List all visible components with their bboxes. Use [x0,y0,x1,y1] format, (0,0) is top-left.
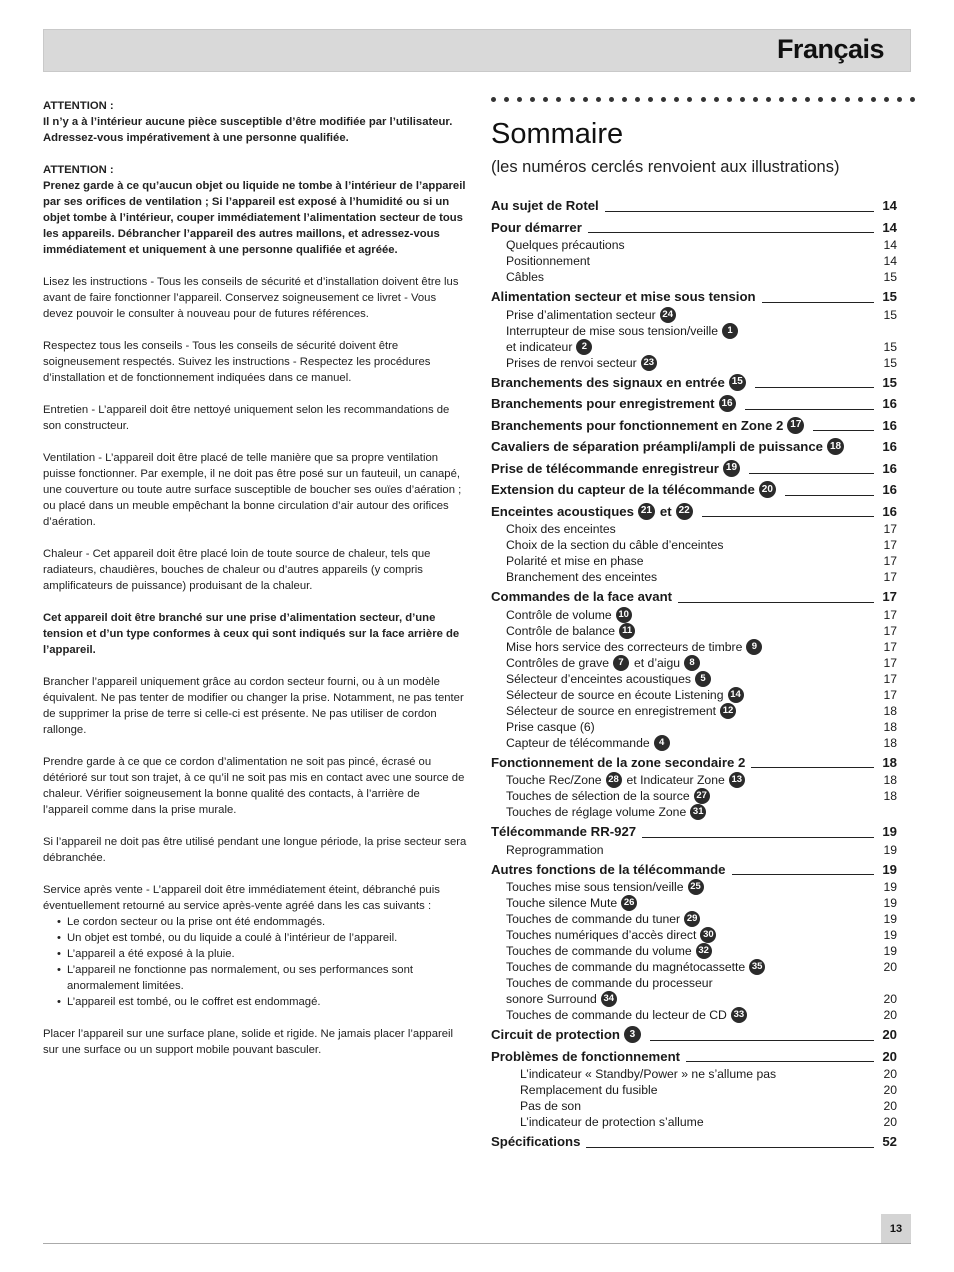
toc-page-number: 17 [883,570,897,584]
leader-line [588,232,874,233]
header-bar [43,29,911,72]
figure-number-badge: 34 [601,991,617,1007]
toc-section-entry[interactable] [491,416,897,436]
divider-dot [831,97,836,102]
divider-dot [766,97,771,102]
toc-title: Sommaire [491,118,624,150]
toc-page-number: 20 [882,1027,897,1042]
toc-page-number: 18 [883,735,897,750]
figure-number-badge: 35 [749,959,765,975]
toc-page-number: 15 [883,270,897,284]
toc-section-entry[interactable] [491,373,897,393]
toc-entry-label: Contrôle de balance [506,623,616,638]
toc-entry-label: et indicateur [506,339,573,354]
divider-dot [727,97,732,102]
toc-page-number: 14 [882,198,897,213]
toc-entry-label: Remplacement du fusible [520,1083,658,1097]
leader-line [686,1061,874,1062]
dotted-divider [491,97,915,107]
toc-subsection-entry[interactable] [491,735,897,751]
divider-dot [622,97,627,102]
toc-entry-label: Contrôles de grave [506,655,609,670]
divider-dot [792,97,797,102]
list-item: • L’appareil ne fonctionne pas normalement, ou ses performances sont anormalement limitées. [57,962,467,994]
toc-subsection-entry[interactable] [491,719,897,735]
toc-subsection-entry[interactable] [491,639,897,655]
divider-dot [517,97,522,102]
divider-dot [779,97,784,102]
service-paragraph: Service après vente - L’appareil doit être immédiatement éteint, débranché puis éventuellement retourné au service après-vente agréé dans les cas suivants : [43,884,440,912]
divider-dot [674,97,679,102]
ventilation-paragraph: Ventilation - L’appareil doit être placé de telle manière que sa propre ventilation puisse fonctionner. Par exemple, il ne doit pas être posé sur un fauteuil, un canapé, une couverture ou toute autre surface susceptible de boucher ses ouïes d’aération ; ou placé dans un meuble empêchant la bonne circulation d’air autour des orifices d’aération. [43,452,462,528]
leader-line [749,473,874,474]
toc-entry-label: Sélecteur de source en écoute Listening [506,687,724,702]
toc-section-entry[interactable] [491,860,897,880]
toc-entry-label: Contrôle de volume [506,607,612,622]
toc-page-number: 17 [883,538,897,552]
toc-entry-label: Branchements pour enregistrement [491,396,715,411]
divider-dot [648,97,653,102]
leader-line [785,495,874,496]
toc-page-number: 17 [883,639,897,654]
toc-subsection-entry[interactable] [491,1114,897,1130]
toc-subsection-entry[interactable] [491,703,897,719]
leader-line [762,302,874,303]
instructions-paragraph: Lisez les instructions - Tous les conseils de sécurité et d’installation doivent être lus avant de faire fonctionner l’appareil. Conservez soigneusement ce livret - Vous devez pouvoir le consulter à nouveau pour de futures références. [43,276,459,320]
safety-column [43,98,467,1074]
figure-number-badge: 8 [684,655,700,671]
figure-number-badge: 20 [759,481,776,498]
toc-page-number: 19 [883,912,897,926]
entretien-paragraph: Entretien - L’appareil doit être nettoyé uniquement selon les recommandations de son constructeur. [43,404,450,432]
divider-dot [714,97,719,102]
toc-entry-label: Polarité et mise en phase [506,554,644,568]
toc-entry-label: Fonctionnement de la zone secondaire 2 [491,754,746,770]
figure-number-badge: 19 [723,460,740,477]
toc-subsection-entry[interactable] [491,1098,897,1114]
divider-dot [897,97,902,102]
toc-page-number: 15 [882,289,897,304]
toc-subsection-entry[interactable] [491,521,897,537]
toc-page-number: 18 [883,773,897,787]
toc-page-number: 17 [882,589,897,604]
toc-section-entry[interactable] [491,480,897,500]
divider-dot [570,97,575,102]
figure-number-badge: 32 [696,943,712,959]
toc-entry-label: Quelques précautions [506,238,625,252]
toc-entry-label: Prise d’alimentation secteur [506,307,656,322]
toc-entry-label: Touches de réglage volume Zone [506,805,687,819]
toc-subsection-entry[interactable] [491,1066,897,1082]
toc-entry-label: Mise hors service des correcteurs de timbre [506,639,743,654]
divider-dot [543,97,548,102]
toc-entry-label: Enceintes acoustiques [491,503,634,519]
divider-dot [805,97,810,102]
figure-number-badge: 17 [787,417,804,434]
toc-entry-label: Touches de commande du tuner [506,912,681,926]
toc-entry-label: Choix des enceintes [506,522,616,536]
toc-page-number: 20 [883,1083,897,1097]
divider-dot [884,97,889,102]
pince-paragraph: Prendre garde à ce que ce cordon d’alimentation ne soit pas pincé, écrasé ou détérioré sur tout son trajet, à ce qu’il ne soit pas mis en contact avec une source de chaleur. Vérifier soigneusement la bonne qualité des contacts, à l’arrière de l’appareil comme dans la prise murale. [43,756,465,816]
leader-line [755,387,874,388]
toc-entry-label: et [659,503,672,519]
toc-entry-label: L’indicateur « Standby/Power » ne s’allume pas [520,1067,777,1081]
toc-subsection-entry[interactable] [491,943,897,959]
conseils-paragraph: Respectez tous les conseils - Tous les conseils de sécurité doivent être soigneusement respectés. Suivez les instructions - Respectez les procédures d’installation et de fonctionnement indiquées dans ce manuel. [43,340,431,384]
toc-subsection-entry[interactable] [491,553,897,569]
figure-number-badge: 27 [694,788,710,804]
toc-page-number: 16 [882,460,897,476]
toc-subsection-entry[interactable] [491,788,897,804]
toc-subsection-entry[interactable] [491,623,897,639]
toc-entry-label: Problèmes de fonctionnement [491,1048,681,1064]
leader-line [650,1040,874,1041]
divider-dot [687,97,692,102]
service-list [57,914,467,1010]
toc-entry-label: Sélecteur d’enceintes acoustiques [506,671,691,686]
list-item: • L’appareil est tombé, ou le coffret est endommagé. [57,994,467,1010]
toc-page-number: 20 [883,960,897,974]
toc-subsection-entry[interactable] [491,655,897,671]
leader-line [642,837,874,838]
leader-line [732,874,875,875]
toc-page-number: 17 [883,655,897,670]
divider-dot [491,97,496,102]
toc-section-entry[interactable] [491,587,897,607]
figure-number-badge: 24 [660,307,676,323]
leader-line [813,430,874,431]
figure-number-badge: 21 [638,503,655,520]
table-of-contents [491,194,897,1152]
toc-page-number: 16 [882,482,897,497]
divider-dot [556,97,561,102]
toc-subsection-entry[interactable] [491,607,897,623]
toc-subsection-entry[interactable] [491,671,897,687]
branchement-paragraph: Cet appareil doit être branché sur une prise d’alimentation secteur, d’une tension et d’un type conformes à ceux qui sont indiqués sur la face arrière de l’appareil. [43,612,460,656]
figure-number-badge: 28 [606,772,622,788]
page-title: Français [776,34,884,64]
toc-section-entry[interactable] [491,753,897,773]
toc-entry-label: Prise de télécommande enregistreur [491,460,719,476]
toc-subsection-entry[interactable] [491,307,897,323]
toc-page-number: 17 [883,687,897,702]
figure-number-badge: 18 [827,438,844,455]
toc-subsection-entry[interactable] [491,687,897,703]
toc-subsection-entry[interactable] [491,253,897,269]
toc-section-entry[interactable] [491,287,897,307]
divider-dot [740,97,745,102]
toc-section-entry[interactable] [491,1025,897,1045]
list-item: • L’appareil a été exposé à la pluie. [57,946,467,962]
toc-entry-label: Capteur de télécommande [506,735,650,750]
toc-subsection-entry[interactable] [491,895,897,911]
page-number: 13 [881,1214,911,1244]
figure-number-badge: 4 [654,735,670,751]
toc-page-number: 20 [883,1067,897,1081]
figure-number-badge: 2 [576,339,592,355]
toc-subsection-entry[interactable] [491,237,897,253]
cordon-paragraph: Brancher l’appareil uniquement grâce au cordon secteur fourni, ou à un modèle équivalent. Ne pas tenter de modifier ou changer la prise. Notamment, ne pas tenter de supprimer la prise de terre si celle-ci est présente. Ne pas utiliser de cordon rallonge. [43,676,464,736]
toc-entry-label: Branchement des enceintes [506,570,658,584]
toc-entry-label: Au sujet de Rotel [491,198,599,213]
bottom-rule [43,1243,911,1244]
toc-subsection-entry[interactable] [491,842,897,858]
toc-subsection-entry[interactable] [491,537,897,553]
figure-number-badge: 9 [746,639,762,655]
figure-number-badge: 30 [700,927,716,943]
toc-subsection-entry[interactable] [491,323,897,355]
divider-dot [858,97,863,102]
toc-entry-label: Interrupteur de mise sous tension/veille [506,323,719,338]
toc-entry-label: Reprogrammation [506,842,604,857]
toc-section-entry[interactable] [491,822,897,842]
warning-paragraph: ATTENTION : Prenez garde à ce qu’aucun objet ou liquide ne tombe à l’intérieur de l’appareil par ses orifices de ventilation ; Si l’appareil est exposé à l’humidité ou si un objet tombe à l’intérieur, couper immédiatement l’alimentation secteur de tous les appareils. Débrancher l’appareil des autres maillons, et adressez-vous immédiatement et uniquement à une personne qualifiée et agréée. [43,164,466,256]
toc-section-entry[interactable] [491,437,897,457]
toc-page-number: 17 [883,522,897,536]
toc-section-entry[interactable] [491,394,897,414]
figure-number-badge: 10 [616,607,632,623]
figure-number-badge: 25 [688,879,704,895]
toc-page-number: 20 [883,992,897,1006]
figure-number-badge: 13 [729,772,745,788]
figure-number-badge: 31 [690,804,706,820]
toc-page-number: 19 [882,824,897,839]
toc-page-number: 20 [883,1115,897,1129]
toc-entry-label: Touche silence Mute [506,896,618,910]
chaleur-paragraph: Chaleur - Cet appareil doit être placé loin de toute source de chaleur, tels que radiateurs, chaudières, bouches de chaleur ou d’autres appareils (y compris amplificateurs de puissance) produisant de la chaleur. [43,548,431,592]
toc-subsection-entry[interactable] [491,927,897,943]
toc-entry-label: Touche Rec/Zone [506,773,602,787]
toc-page-number: 16 [882,439,897,454]
toc-page-number: 18 [883,789,897,803]
leader-line [702,516,874,517]
figure-number-badge: 16 [719,395,736,412]
leader-line [605,211,874,212]
toc-subsection-entry[interactable] [491,804,897,820]
toc-entry-label: Pas de son [520,1099,581,1113]
toc-page-number: 16 [882,417,897,433]
toc-page-number: 16 [882,503,897,519]
toc-entry-label: Touches de commande du magnétocassette [506,960,746,974]
figure-number-badge: 22 [676,503,693,520]
toc-subsection-entry[interactable] [491,959,897,975]
figure-number-badge: 1 [722,323,738,339]
divider-dot [818,97,823,102]
list-item: • Le cordon secteur ou la prise ont été endommagés. [57,914,467,930]
toc-page-number: 17 [883,607,897,622]
toc-page-number: 20 [883,1008,897,1022]
toc-entry-label: Autres fonctions de la télécommande [491,861,726,877]
toc-entry-label: Branchements pour fonctionnement en Zone 2 [491,417,784,433]
toc-page-number: 14 [883,254,897,268]
figure-number-badge: 23 [641,355,657,371]
toc-page-number: 14 [882,219,897,235]
toc-entry-label: Touches de commande du lecteur de CD [506,1008,727,1022]
divider-dot [661,97,666,102]
figure-number-badge: 12 [720,703,736,719]
toc-entry-label: L’indicateur de protection s’allume [520,1115,704,1129]
toc-section-entry[interactable] [491,1047,897,1067]
toc-subtitle: (les numéros cerclés renvoient aux illustrations) [491,158,840,176]
toc-entry-label: Touches de commande du volume [506,944,692,958]
toc-entry-label: Spécifications [491,1134,581,1149]
figure-number-badge: 3 [624,1026,641,1043]
toc-page-number: 14 [883,238,897,252]
toc-section-entry[interactable] [491,459,897,479]
toc-entry-label: Prises de renvoi secteur [506,355,637,370]
toc-page-number: 19 [883,880,897,894]
divider-dot [504,97,509,102]
figure-number-badge: 26 [621,895,637,911]
periode-paragraph: Si l’appareil ne doit pas être utilisé pendant une longue période, la prise secteur sera débranchée. [43,836,467,864]
toc-entry-label: Touches de commande du processeur [506,976,713,990]
toc-section-entry[interactable] [491,196,897,216]
toc-entry-label: Circuit de protection [491,1027,620,1042]
toc-page-number: 19 [883,944,897,958]
toc-subsection-entry[interactable] [491,911,897,927]
divider-dot [583,97,588,102]
figure-number-badge: 33 [731,1007,747,1023]
figure-number-badge: 7 [613,655,629,671]
toc-entry-label: Touches de sélection de la source [506,789,690,803]
toc-page-number: 18 [883,719,897,734]
toc-entry-label: Branchements des signaux en entrée [491,374,725,390]
toc-page-number: 17 [883,671,897,686]
leader-line [751,767,874,768]
list-item: • Un objet est tombé, ou du liquide a coulé à l’intérieur de l’appareil. [57,930,467,946]
figure-number-badge: 29 [684,911,700,927]
figure-number-badge: 14 [728,687,744,703]
toc-page-number: 15 [883,307,897,322]
leader-line [678,602,874,603]
figure-number-badge: 15 [729,374,746,391]
toc-page-number: 15 [882,374,897,390]
toc-subsection-entry[interactable] [491,772,897,788]
divider-dot [596,97,601,102]
surface-paragraph: Placer l’appareil sur une surface plane, solide et rigide. Ne jamais placer l’appareil sur une surface ou un support mobile pouvant basculer. [43,1028,454,1056]
warning-paragraph: ATTENTION : Il n’y a à l’intérieur aucune pièce susceptible d’être modifiée par l’utilisateur. Adressez-vous impérativement à une personne qualifiée. [43,100,453,144]
toc-subsection-entry[interactable] [491,879,897,895]
toc-entry-label: Prise casque (6) [506,719,595,734]
toc-entry-label: Commandes de la face avant [491,589,673,604]
toc-subsection-entry[interactable] [491,1082,897,1098]
toc-page-number: 15 [883,355,897,370]
figure-number-badge: 5 [695,671,711,687]
toc-subsection-entry[interactable] [491,569,897,585]
toc-section-entry[interactable] [491,1132,897,1152]
toc-entry-label: Sélecteur de source en enregistrement [506,703,717,718]
leader-line [745,409,874,410]
toc-section-entry[interactable] [491,218,897,238]
figure-number-badge: 11 [619,623,635,639]
toc-entry-label: Alimentation secteur et mise sous tension [491,289,756,304]
toc-page-number: 19 [883,842,897,857]
toc-page-number: 18 [882,754,897,770]
leader-line [586,1147,874,1148]
divider-dot [530,97,535,102]
toc-subsection-entry[interactable] [491,1007,897,1023]
toc-page-number: 15 [883,339,897,354]
toc-entry-label: Positionnement [506,254,591,268]
toc-page-number: 19 [882,861,897,877]
toc-entry-label: Choix de la section du câble d’enceintes [506,538,724,552]
toc-page-number: 17 [883,623,897,638]
divider-dot [910,97,915,102]
divider-dot [753,97,758,102]
divider-dot [845,97,850,102]
toc-entry-label: Touches numériques d’accès direct [506,928,697,942]
divider-dot [701,97,706,102]
toc-page-number: 16 [882,396,897,411]
toc-page-number: 17 [883,554,897,568]
toc-section-entry[interactable] [491,502,897,522]
toc-page-number: 18 [883,703,897,718]
toc-subsection-entry[interactable] [491,355,897,371]
toc-entry-label: et d’aigu [633,655,681,670]
toc-entry-label: Câbles [506,270,544,284]
divider-dot [609,97,614,102]
toc-page-number: 19 [883,896,897,910]
divider-dot [871,97,876,102]
divider-dot [635,97,640,102]
toc-entry-label: sonore Surround [506,992,597,1006]
toc-subsection-entry[interactable] [491,269,897,285]
toc-entry-label: Touches mise sous tension/veille [506,880,684,894]
toc-entry-label: Pour démarrer [491,219,582,235]
toc-entry-label: Cavaliers de séparation préampli/ampli de puissance [491,439,824,454]
toc-entry-label: et Indicateur Zone [626,773,725,787]
toc-page-number: 52 [882,1134,897,1149]
toc-page-number: 20 [882,1048,897,1064]
toc-entry-label: Télécommande RR-927 [491,824,637,839]
toc-page-number: 19 [883,928,897,942]
toc-entry-label: Extension du capteur de la télécommande [491,482,755,497]
toc-subsection-entry[interactable] [491,975,897,1007]
toc-page-number: 20 [883,1099,897,1113]
